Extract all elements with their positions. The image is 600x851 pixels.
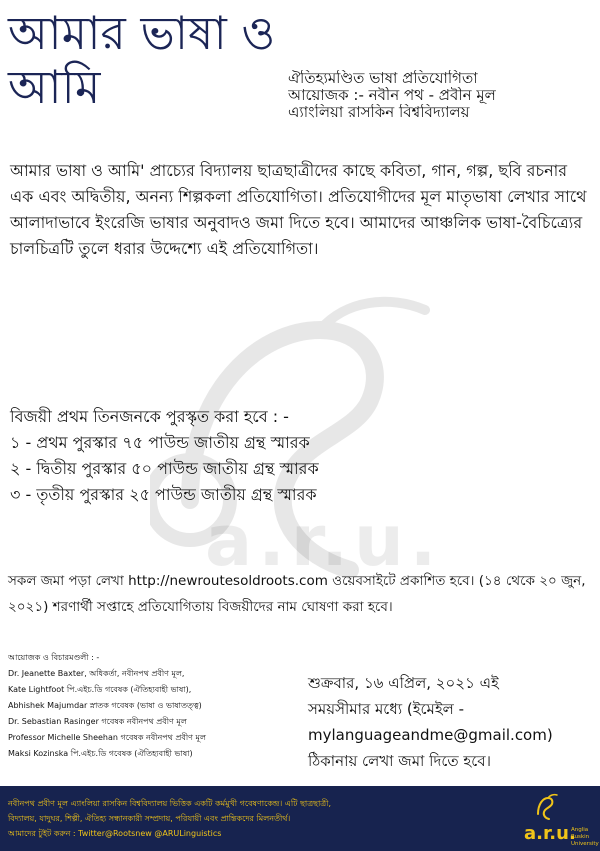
prize-item: ২ - দ্বিতীয় পুরস্কার ৫০ পাউন্ড জাতীয় গ্রন্থ স্মারক <box>10 459 319 478</box>
prizes-block <box>10 404 595 508</box>
prizes-heading: বিজয়ী প্রথম তিনজনকে পুরস্কৃত করা হবে : - <box>10 407 289 426</box>
subtitle-line-2: আয়োজক :- নবীন পথ - প্রবীন মূল <box>288 87 496 104</box>
watermark-text: a.r.u. <box>205 500 443 582</box>
organizer-member: Abhishek Majumdar স্নাতক গবেষক (ভাষা ও ভাষাতত্ত্ব) <box>8 701 202 710</box>
publish-notice: সকল জমা পড়া লেখা http://newroutesoldroots.com ওয়েবসাইটে প্রকাশিত হবে। (১৪ থেকে ২০ জুন, ২০২১) শরণার্থী সপ্তাহে প্রতিযোগিতায় বিজয়ীদের নাম ঘোষণা করা হবে। <box>8 573 586 615</box>
organizers-block <box>8 650 298 762</box>
prize-item: ৩ - তৃতীয় পুরস্কার ২৫ পাউন্ড জাতীয় গ্রন্থ স্মারক <box>10 485 317 504</box>
subtitle-line-3: এ্যাংলিয়া রাসকিন বিশ্ববিদ্যালয় <box>288 104 470 121</box>
footer-line-1: নবীনপথ প্রবীণ মূল এ্যাংলিয়া রাসকিন বিশ্ববিদ্যালয় ভিত্তিক একটি কর্মমুখী গবেষণাকেন্দ্র। এটি ছাত্রছাত্রী, <box>8 799 332 808</box>
page-title <box>8 6 288 114</box>
organizers-heading: আয়োজক ও বিচারমণ্ডলী : - <box>8 653 100 662</box>
intro-paragraph: আমার ভাষা ও আমি' প্রাচ্যের বিদ্যালয় ছাত্রছাত্রীদের কাছে কবিতা, গান, গল্প, ছবি রচনার এক এবং অদ্বিতীয়, অনন্য শিল্পকলা প্রতিযোগিতা। প্রতিযোগীদের মূল মাতৃভাষা লেখার সাথে আলাদাভাবে ইংরেজি ভাষার অনুবাদও জমা দিতে হবে। আমাদের আঞ্চলিক ভাষা-বৈচিত্র্যের চালচিত্রটি তুলে ধরার উদ্দেশ্যে এই প্রতিযোগিতা। <box>10 161 587 258</box>
deadline-email: mylanguageandme@gmail.com) <box>308 726 553 744</box>
footer-bar <box>0 786 600 851</box>
organizer-member: Professor Michelle Sheehan গবেষক নবীনপথ প্রবীণ মূল <box>8 733 206 742</box>
subtitle-line-1: ঐতিহ্যমণ্ডিত ভাষা প্রতিযোগিতা <box>288 70 478 87</box>
aru-logo-subtitle: Anglia Ruskin University <box>571 827 599 847</box>
title-line-2: আমি <box>8 60 101 114</box>
organizer-member: Kate Lightfoot পি.এইচ.ডি গবেষক (ঐতিহ্যবাহী ভাষা), <box>8 685 192 694</box>
organizer-member: Dr. Sebastian Rasinger গবেষক নবীনপথ প্রবীণ মূল <box>8 717 187 726</box>
footer-twitter: আমাদের টুইট করুন : Twitter@Rootsnew @ARULinguistics <box>8 829 222 838</box>
deadline-line-1: শুক্রবার, ১৬ এপ্রিল, ২০২১ এই <box>308 674 499 692</box>
title-line-1: আমার ভাষা ও <box>8 6 276 60</box>
deadline-line-2: সময়সীমার মধ্যে (ইমেইল - <box>308 700 465 718</box>
heron-logo-icon <box>534 792 558 822</box>
deadline-line-4: ঠিকানায় লেখা জমা দিতে হবে। <box>308 752 491 770</box>
prize-item: ১ - প্রথম পুরস্কার ৭৫ পাউন্ড জাতীয় গ্রন্থ স্মারক <box>10 433 310 452</box>
footer-text <box>8 796 518 841</box>
organizer-member: Dr. Jeanette Baxter, অধিকর্তা, নবীনপথ প্রবীণ মূল, <box>8 669 185 678</box>
deadline-block <box>308 670 598 774</box>
subtitle-block <box>288 70 598 121</box>
organizer-member: Maksi Kozinska পি.এইচ.ডি গবেষক (ঐতিহ্যবাহী ভাষা) <box>8 749 193 758</box>
aru-logo: a.r.u. <box>524 823 576 844</box>
footer-line-2: বিদ্যালয়, যাদুঘর, শিল্পী, ঐতিহ্য সন্ধানকারী সম্প্রদায়, পরিযায়ী এবং প্রান্তিকদের মিলনতীর্থ। <box>8 814 291 823</box>
